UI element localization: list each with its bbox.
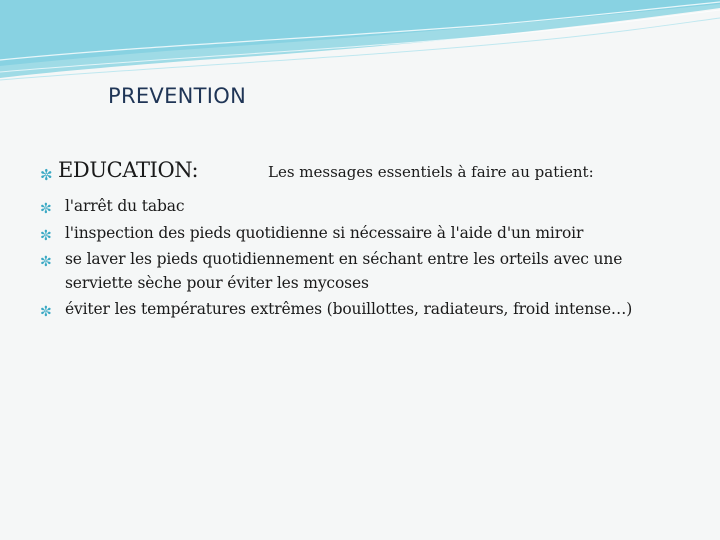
bullet-item [40, 298, 680, 322]
bullet-item [40, 222, 680, 246]
bullet-item [40, 195, 680, 219]
slide-content [40, 158, 680, 322]
bullet-icon: ✼ [40, 254, 52, 270]
education-line [40, 158, 680, 192]
bullet-text: éviter les températures extrêmes (bouillottes, radiateurs, froid intense…) [65, 300, 633, 318]
bullet-text: se laver les pieds quotidiennement en séchant entre les orteils avec une serviette sèche pour éviter les mycoses [65, 250, 623, 292]
bullet-icon: ✼ [40, 201, 52, 217]
education-intro: Les messages essentiels à faire au patient: [268, 163, 594, 181]
bullet-icon: ✼ [40, 227, 52, 244]
slide-title: PREVENTION [108, 84, 247, 108]
bullet-icon: ✼ [40, 166, 53, 184]
education-heading: EDUCATION: [58, 158, 199, 182]
bullet-text: l'inspection des pieds quotidienne si nécessaire à l'aide d'un miroir [65, 223, 584, 242]
bullet-icon: ✼ [40, 304, 52, 320]
bullet-item [40, 248, 680, 295]
bullet-text: l'arrêt du tabac [65, 197, 185, 215]
header-wave-decoration [0, 0, 720, 90]
